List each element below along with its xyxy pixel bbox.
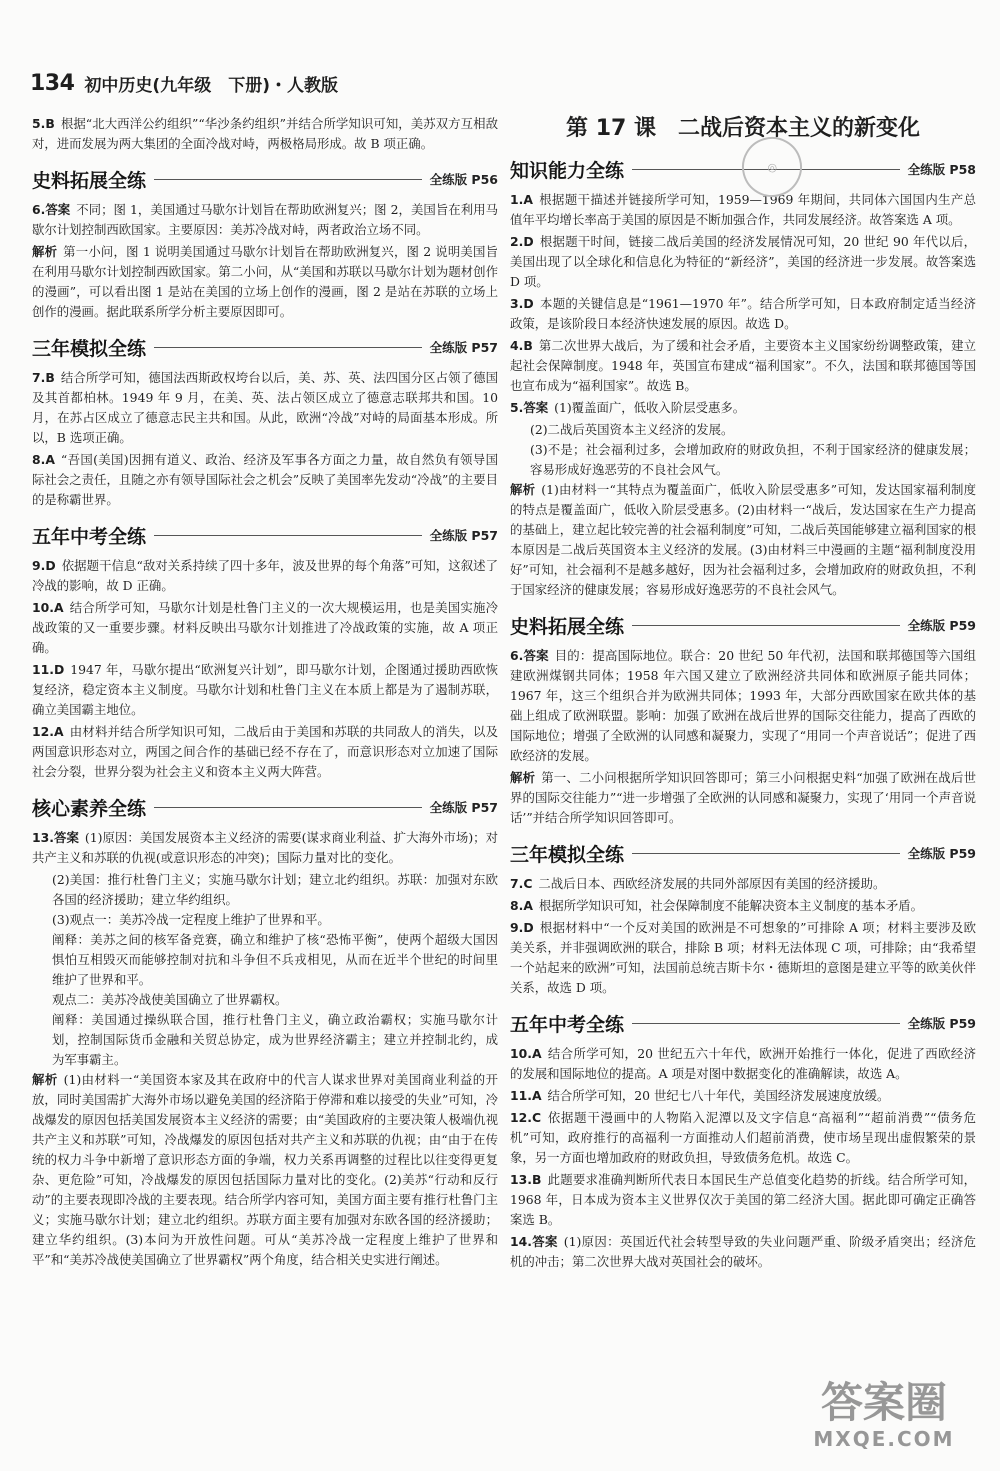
answer-item (510, 1086, 976, 1106)
item-text: 第二次世界大战后，为了缓和社会矛盾，主要资本主义国家纷纷调整政策，建立起社会保障制度。1948 年，英国宣布建成“福利国家”。不久，法国和联邦德国等国也宣布成为“福利国家”。故选 B。 (510, 338, 976, 393)
item-number: 12.C (510, 1110, 542, 1125)
answer-item (32, 368, 498, 448)
answer-item (510, 1108, 976, 1168)
answer-item (510, 918, 976, 998)
section-divider (632, 625, 900, 626)
answer-item (32, 200, 498, 240)
analysis-text: (1)由材料一“美国资本家及其在政府中的代言人谋求世界对美国商业利益的开放，同时美国需扩大海外市场以避免美国的经济陷于停滞和难以接受的失业”可知，冷战爆发的原因包括美国发展资本主义经济的需要；由“美国政府的主要决策人极端仇视共产主义和苏联”可知，冷战爆发的原因包括对共产主义和苏联的仇视；由“由于在传统的权力斗争中新增了意识形态方面的争端，权力关系再调整的过程比以往变得更复杂、更危险”可知，冷战爆发的原因包括国际力量对比的变化。(2)美苏“行动和反行动”的主要表现即冷战的主要表现。结合所学内容可知，美国方面主要有推行杜鲁门主义；实施马歇尔计划；建立北约组织。苏联方面主要有加强对东欧各国的经济援助；建立华约组织。(3)本问为开放性问题。可从“美苏冷战一定程度上维护了世界和平”和“美苏冷战使美国确立了世界霸权”两个角度，结合相关史实进行阐述。 (32, 1072, 499, 1267)
right-sections (510, 154, 976, 1272)
section-title: 三年模拟全练 (32, 337, 147, 360)
answer-item (510, 336, 976, 396)
item-text: 根据“北大西洋公约组织”“华沙条约组织”并结合所学知识可知，美苏双方互相敌对，进而发展为两大集团的全面冷战对峙，两极格局形成。故 B 项正确。 (32, 116, 498, 151)
analysis-text: 第一小问，图 1 说明美国通过马歇尔计划旨在帮助欧洲复兴，图 2 说明美国旨在利用马歇尔计划控制西欧国家。第二小问，从“美国和苏联以马歇尔计划为题材创作的漫画”，可以看出图 1 是站在美国的立场上创作的漫画，图 2 是站在苏联的立场上创作的漫画。据此联系所学分析主要原因即可。 (32, 244, 498, 319)
section-title: 三年模拟全练 (510, 843, 625, 866)
section-title: 核心素养全练 (32, 797, 147, 820)
analysis-tag: 解析 (510, 482, 536, 497)
section-page-ref: 全练版 P59 (907, 1016, 976, 1031)
section-title: 史料拓展全练 (32, 169, 147, 192)
section-page-ref: 全练版 P58 (907, 162, 976, 177)
item-text: 二战后日本、西欧经济发展的共同外部原因有美国的经济援助。 (538, 876, 886, 891)
seal-stamp-icon: ◎ (735, 130, 808, 203)
item-number: 9.D (510, 920, 534, 935)
analysis-tag: 解析 (32, 244, 58, 259)
section-page-ref: 全练版 P59 (907, 846, 976, 861)
section-header (32, 520, 498, 550)
analysis-text: (1)由材料一“其特点为覆盖面广，低收入阶层受惠多”可知，发达国家福利制度的特点是覆盖面广，低收入阶层受惠多。(2)由材料一“战后，发达国家在生产力提高的基础上，建立起比较完善的社会福利制度”可知，二战后英国能够建立福利国家的根本原因是二战后英国资本主义经济的发展。(3)由材料三中漫画的主题“福利制度没用好”可知，社会福利不是越多越好，因为社会福利过多，会增加政府的财政负担，不利于国家经济的健康发展；容易形成好逸恶劳的不良社会风气。 (510, 482, 976, 597)
section-page-ref: 全练版 P57 (429, 800, 498, 815)
answer-item (32, 828, 498, 868)
answer-item (510, 190, 976, 230)
answer-subline: 阐释：美国通过操纵联合国，推行杜鲁门主义，确立政治霸权；实施马歇尔计划，控制国际货币金融和关贸总协定，成为世界经济霸主；建立并控制北约，成为军事霸主。 (52, 1012, 498, 1067)
answer-subline: 观点二：美苏冷战使美国确立了世界霸权。 (52, 992, 288, 1007)
item-number: 14.答案 (510, 1234, 558, 1249)
item-number: 11.A (510, 1088, 542, 1103)
section-title: 史料拓展全练 (510, 615, 625, 638)
item-text: 依据题干漫画中的人物陷入泥潭以及文字信息“高福利”“超前消费”“债务危机”可知，政府推行的高福利一方面推动人们超前消费，使市场呈现出虚假繁荣的景象，另一方面也增加政府的财政负担，导致债务危机。故选 C。 (510, 1110, 976, 1165)
item-number: 12.A (32, 724, 64, 739)
answer-item (510, 398, 976, 418)
item-text: (1)原因：英国近代社会转型导致的失业问题严重、阶级矛盾突出；经济危机的冲击；第二次世界大战对英国社会的破坏。 (510, 1234, 976, 1269)
answer-item (510, 1170, 976, 1230)
item-number: 6.答案 (510, 648, 549, 663)
item-text: (1)原因：美国发展资本主义经济的需要(谋求商业利益、扩大海外市场)；对共产主义和苏联的仇视(或意识形态的冲突)；国际力量对比的变化。 (32, 830, 498, 865)
item-text: 结合所学可知，马歇尔计划是杜鲁门主义的一次大规模运用，也是美国实施冷战政策的又一重要步骤。材料反映出马歇尔计划推进了冷战政策的实施，故 A 项正确。 (32, 600, 498, 655)
left-column (32, 114, 498, 1270)
item-text: 依据题干信息“敌对关系持续了四十多年，波及世界的每个角落”可知，这叙述了冷战的影响，故 D 正确。 (32, 558, 498, 593)
answer-item (510, 294, 976, 334)
section-page-ref: 全练版 P57 (429, 340, 498, 355)
item-number: 5.B (32, 116, 55, 131)
item-text: 结合所学可知，德国法西斯政权垮台以后，美、苏、英、法四国分区占领了德国及其首都柏林。1949 年 9 月，在美、英、法占领区成立了德意志联邦共和国。10 月，在苏占区成立了德意志民主共和国。从此，欧洲“冷战”对峙的局面基本形成。所以，B 选项正确。 (32, 370, 498, 445)
item-text: 本题的关键信息是“1961—1970 年”。结合所学可知，日本政府制定适当经济政策，是该阶段日本经济快速发展的原因。故选 D。 (510, 296, 976, 331)
watermark-line2: MXQE.COM (813, 1427, 955, 1451)
analysis-tag: 解析 (510, 770, 536, 785)
item-text: 结合所学可知，20 世纪七八十年代，美国经济发展速度放缓。 (547, 1088, 890, 1103)
analysis-block (32, 242, 498, 322)
section-title: 知识能力全练 (510, 159, 625, 182)
item-text: 根据所学知识可知，社会保障制度不能解决资本主义制度的基本矛盾。 (538, 898, 924, 913)
item-number: 7.B (32, 370, 55, 385)
analysis-block (510, 768, 976, 828)
answer-item (510, 1232, 976, 1272)
analysis-block (32, 1070, 498, 1270)
item-text: 不同；图 1，美国通过马歇尔计划旨在帮助欧洲复兴；图 2，美国旨在利用马歇尔计划控制西欧国家。主要原因：美苏冷战对峙，两者政治立场不同。 (32, 202, 498, 237)
item-number: 13.B (510, 1172, 542, 1187)
answer-item (32, 660, 498, 720)
right-column (510, 114, 976, 1274)
item-number: 5.答案 (510, 400, 549, 415)
item-number: 2.D (510, 234, 534, 249)
item-number: 10.A (510, 1046, 542, 1061)
item-number: 13.答案 (32, 830, 79, 845)
page-header (30, 66, 338, 100)
section-page-ref: 全练版 P59 (907, 618, 976, 633)
book-title: 初中历史(九年级 下册)・人教版 (84, 75, 338, 96)
section-header (32, 792, 498, 822)
section-header (32, 164, 498, 194)
item-number: 11.D (32, 662, 65, 677)
answer-subline: (2)美国：推行杜鲁门主义；实施马歇尔计划；建立北约组织。苏联：加强对东欧各国的经济援助；建立华约组织。 (52, 872, 498, 907)
analysis-tag: 解析 (32, 1072, 58, 1087)
lesson-title: 第 17 课 二战后资本主义的新变化 (566, 116, 920, 141)
item-number: 10.A (32, 600, 64, 615)
answer-item (32, 556, 498, 596)
item-number: 4.B (510, 338, 533, 353)
section-page-ref: 全练版 P57 (429, 528, 498, 543)
section-title: 五年中考全练 (32, 525, 147, 548)
answer-subline: 阐释：美苏之间的核军备竞赛，确立和维护了核“恐怖平衡”，使两个超级大国因惧怕互相毁灭而能够控制对抗和斗争但不兵戎相见，从而在近半个世纪的时间里维护了世界和平。 (52, 932, 498, 987)
answer-subline: (3)观点一：美苏冷战一定程度上维护了世界和平。 (52, 912, 330, 927)
answer-subline: (2)二战后英国资本主义经济的发展。 (530, 422, 734, 437)
item-number: 6.答案 (32, 202, 71, 217)
item-text: 由材料并结合所学知识可知，二战后由于美国和苏联的共同敌人的消失，以及两国意识形态对立，两国之间合作的基础已经不存在了，而意识形态对立加速了国际社会分裂，世界分裂为社会主义和资本主义两大阵营。 (32, 724, 498, 779)
item-text: 根据题干时间，链接二战后美国的经济发展情况可知，20 世纪 90 年代以后，美国出现了以全球化和信息化为特征的“新经济”，美国的经济进一步发展。故答案选 D 项。 (510, 234, 976, 289)
section-divider (154, 347, 422, 348)
item-text: 目的：提高国际地位。联合：20 世纪 50 年代初，法国和联邦德国等六国组建欧洲煤钢共同体；1958 年六国又建立了欧洲经济共同体和欧洲原子能共同体；1967 年，这三个组织合并为欧洲共同体；1993 年，大部分西欧国家在欧共体的基础上组成了欧洲联盟。影响：加强了欧洲在战后世界的国际交往能力，提高了西欧的国际地位；增强了全欧洲的认同感和凝聚力，实现了“用同一个声音说话”；促进了西欧经济的发展。 (510, 648, 976, 763)
item-number: 3.D (510, 296, 534, 311)
watermark-line1: 答案圈 (820, 1378, 947, 1427)
section-header (510, 1008, 976, 1038)
analysis-text: 第一、二小问根据所学知识回答即可；第三小问根据史料“加强了欧洲在战后世界的国际交往能力”“进一步增强了全欧洲的认同感和凝聚力，实现了‘用同一个声音说话’”并结合所学知识回答即可。 (510, 770, 976, 825)
section-header (510, 610, 976, 640)
watermark (784, 1379, 984, 1457)
answer-item (510, 1044, 976, 1084)
answer-item (510, 232, 976, 292)
section-divider (154, 179, 422, 180)
item-number: 9.D (32, 558, 56, 573)
answer-item (510, 874, 976, 894)
item-text: “吾国(美国)因拥有道义、政治、经济及军事各方面之力量，故自然负有领导国际社会之责任，且随之亦有领导国际社会之机会”反映了美国率先发动“冷战”的主要目的是称霸世界。 (32, 452, 498, 507)
section-divider (154, 535, 422, 536)
answer-item (32, 722, 498, 782)
item-text: 根据材料中“一个反对美国的欧洲是不可想象的”可排除 A 项；材料主要涉及欧美关系，并非强调欧洲的联合，排除 B 项；材料无法体现 C 项，可排除；由“我希望一个站起来的欧洲”可知，法国前总统吉斯卡尔・德斯坦的意图是建立平等的欧美伙伴关系，故选 D 项。 (510, 920, 976, 995)
section-page-ref: 全练版 P56 (429, 172, 498, 187)
section-header (32, 332, 498, 362)
answer-item (32, 598, 498, 658)
item-text: (1)覆盖面广，低收入阶层受惠多。 (554, 400, 746, 415)
item-text: 根据题干描述并链接所学可知，1959—1969 年期间，共同体六国国内生产总值年平均增长率高于美国的原因是不断加强合作，共同发展经济。故答案选 A 项。 (510, 192, 976, 227)
analysis-block (510, 480, 976, 600)
item-text: 1947 年，马歇尔提出“欧洲复兴计划”，即马歇尔计划，企图通过援助西欧恢复经济，稳定资本主义制度。马歇尔计划和杜鲁门主义在本质上都是为了遏制苏联，确立美国霸主地位。 (32, 662, 498, 717)
section-divider (632, 1023, 900, 1024)
item-number: 7.C (510, 876, 533, 891)
answer-item (510, 646, 976, 766)
page-number: 134 (30, 70, 75, 96)
item-number: 1.A (510, 192, 533, 207)
item-number: 8.A (510, 898, 533, 913)
left-sections (32, 164, 498, 1270)
answer-item (32, 450, 498, 510)
answer-subline: (3)不是；社会福利过多，会增加政府的财政负担，不利于国家经济的健康发展；容易形成好逸恶劳的不良社会风气。 (530, 442, 976, 477)
intro-item (32, 114, 498, 154)
section-title: 五年中考全练 (510, 1013, 625, 1036)
item-text: 结合所学可知，20 世纪五六十年代，欧洲开始推行一体化，促进了西欧经济的发展和国际地位的提高。A 项是对图中数据变化的准确解读，故选 A。 (510, 1046, 976, 1081)
answer-item (510, 896, 976, 916)
item-text: 此题要求准确判断所代表日本国民生产总值变化趋势的折线。结合所学可知，1968 年，日本成为资本主义世界仅次于美国的第二经济大国。据此即可确定正确答案选 B。 (510, 1172, 976, 1227)
section-divider (632, 853, 900, 854)
item-number: 8.A (32, 452, 55, 467)
section-header (510, 838, 976, 868)
section-divider (154, 807, 422, 808)
